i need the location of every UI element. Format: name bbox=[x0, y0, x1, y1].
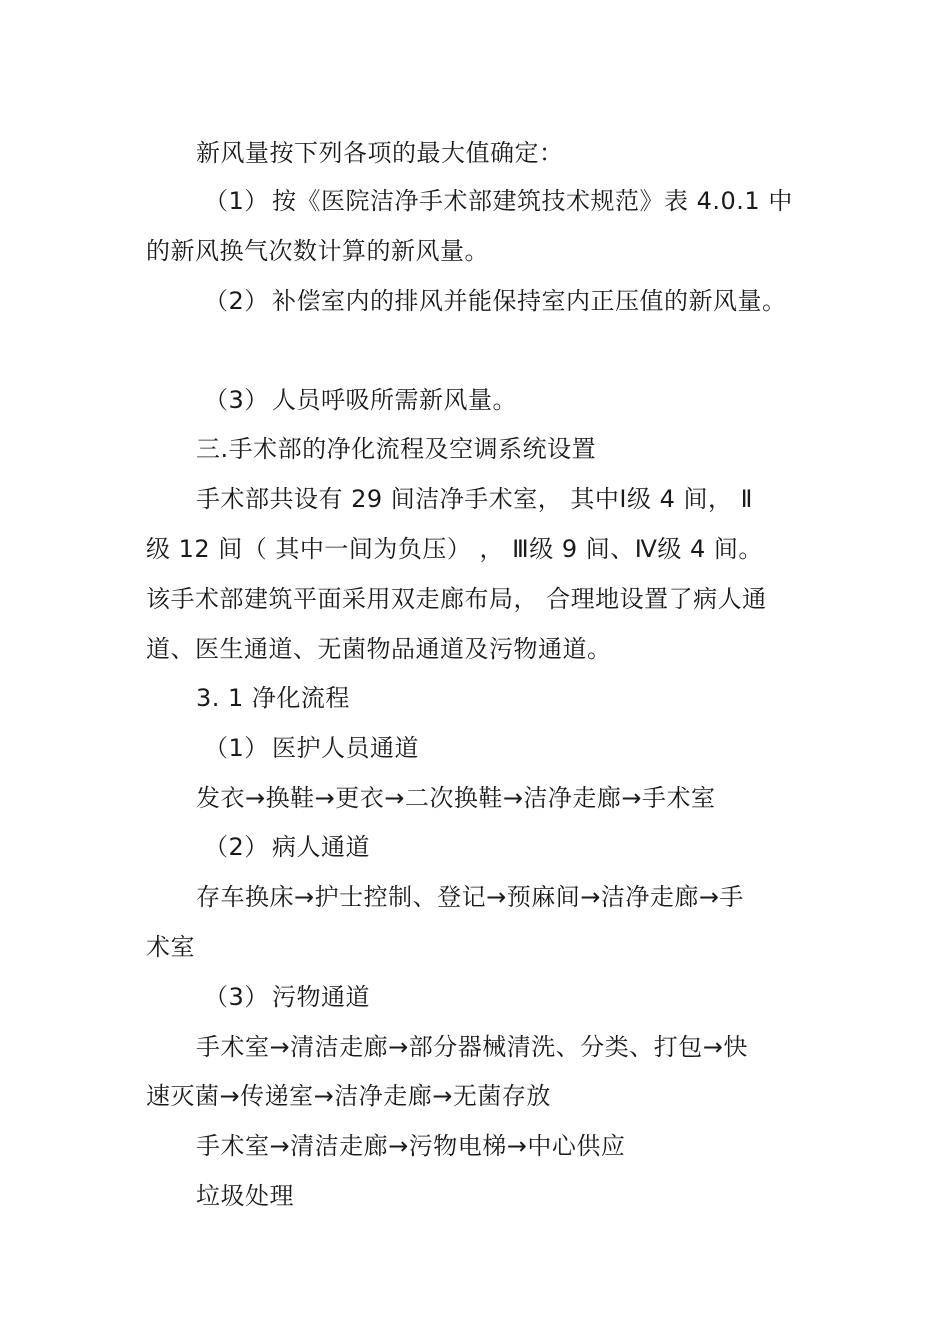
list-number: （2） bbox=[204, 833, 269, 861]
paragraph-line: 补偿室内的排风并能保持室内正压值的新风量。 bbox=[272, 287, 787, 315]
paragraph-line: 的新风换气次数计算的新风量。 bbox=[146, 237, 489, 265]
flow-line: 术室 bbox=[146, 933, 195, 961]
section-heading: 三.手术部的净化流程及空调系统设置 bbox=[196, 435, 597, 463]
flow-line: 存车换床→护士控制、登记→预麻间→洁净走廊→手 bbox=[196, 883, 744, 911]
paragraph-line: 手术部共设有 29 间洁净手术室， 其中Ⅰ级 4 间， Ⅱ bbox=[196, 485, 753, 513]
paragraph-line: 级 12 间（ 其中一间为负压） ， Ⅲ级 9 间、Ⅳ级 4 间。 bbox=[146, 535, 763, 563]
paragraph-line: 医护人员通道 bbox=[272, 734, 419, 762]
paragraph-line: 病人通道 bbox=[272, 833, 370, 861]
list-number: （3） bbox=[204, 983, 269, 1011]
flow-line: 垃圾处理 bbox=[196, 1182, 294, 1210]
list-number: （2） bbox=[204, 287, 269, 315]
subsection-heading: 3. 1 净化流程 bbox=[196, 684, 350, 712]
paragraph-line: 该手术部建筑平面采用双走廊布局， 合理地设置了病人通 bbox=[146, 585, 767, 613]
list-number: （3） bbox=[204, 386, 269, 414]
flow-line: 手术室→清洁走廊→部分器械清洗、分类、打包→快 bbox=[196, 1033, 748, 1061]
paragraph-line: 道、医生通道、无菌物品通道及污物通道。 bbox=[146, 635, 612, 663]
paragraph-line: 污物通道 bbox=[272, 983, 370, 1011]
list-number: （1） bbox=[204, 187, 269, 215]
list-number: （1） bbox=[204, 734, 269, 762]
flow-line: 速灭菌→传递室→洁净走廊→无菌存放 bbox=[146, 1082, 551, 1110]
paragraph-line: 按《医院洁净手术部建筑技术规范》表 4.0.1 中 bbox=[272, 187, 793, 215]
flow-line: 手术室→清洁走廊→污物电梯→中心供应 bbox=[196, 1132, 626, 1160]
paragraph-line: 新风量按下列各项的最大值确定： bbox=[196, 139, 564, 167]
paragraph-line: 人员呼吸所需新风量。 bbox=[272, 386, 517, 414]
flow-line: 发衣→换鞋→更衣→二次换鞋→洁净走廊→手术室 bbox=[196, 784, 716, 812]
